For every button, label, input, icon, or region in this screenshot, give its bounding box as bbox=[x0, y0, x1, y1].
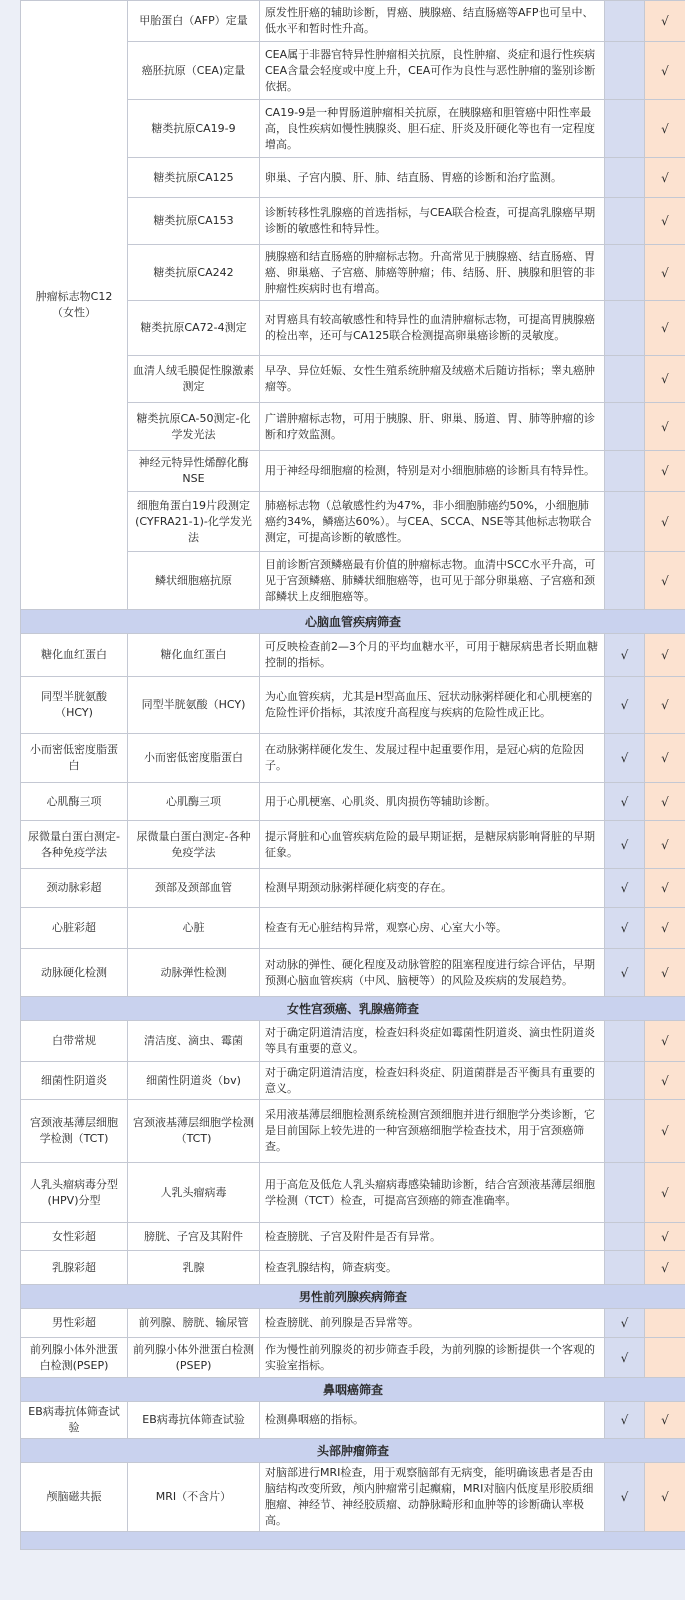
male-check bbox=[605, 198, 645, 245]
male-check: √ bbox=[605, 821, 645, 869]
item-description: 对于确定阴道清洁度，检查妇科炎症、阴道菌群是否平衡具有重要的意义。 bbox=[260, 1062, 605, 1100]
item-description: 对于确定阴道清洁度，检查妇科炎症如霉菌性阴道炎、滴虫性阴道炎等具有重要的意义。 bbox=[260, 1021, 605, 1062]
section-header-row bbox=[21, 997, 685, 1021]
male-check: √ bbox=[605, 949, 645, 997]
item-name: 女性彩超 bbox=[21, 1223, 128, 1251]
section-title: 鼻咽癌筛查 bbox=[21, 1378, 685, 1402]
sub-item-name: 前列腺、膀胱、输尿管 bbox=[128, 1309, 260, 1338]
male-check bbox=[605, 356, 645, 403]
sub-item-name: 糖类抗原CA153 bbox=[128, 198, 260, 245]
table-row bbox=[21, 677, 685, 734]
sub-item-name: 心肌酶三项 bbox=[128, 783, 260, 821]
item-name: EB病毒抗体筛查试验 bbox=[21, 1402, 128, 1439]
section-title: 心脑血管疾病筛查 bbox=[21, 610, 685, 634]
female-check: √ bbox=[645, 42, 685, 100]
item-description: 提示肾脏和心血管疾病危险的最早期证据，是糖尿病影响肾脏的早期征象。 bbox=[260, 821, 605, 869]
female-check: √ bbox=[645, 949, 685, 997]
table-row bbox=[21, 949, 685, 997]
sub-item-name: 甲胎蛋白（AFP）定量 bbox=[128, 1, 260, 42]
sub-item-name: 清洁度、滴虫、霉菌 bbox=[128, 1021, 260, 1062]
sub-item-name: 前列腺小体外泄蛋白检测(PSEP) bbox=[128, 1338, 260, 1378]
item-name: 颈动脉彩超 bbox=[21, 869, 128, 908]
sub-item-name: 宫颈液基薄层细胞学检测（TCT) bbox=[128, 1100, 260, 1163]
female-check: √ bbox=[645, 734, 685, 783]
table-row bbox=[21, 1021, 685, 1062]
item-description: 采用液基薄层细胞检测系统检测宫颈细胞并进行细胞学分类诊断，它是目前国际上较先进的一种宫颈癌细胞学检查技术，用于宫颈癌筛查。 bbox=[260, 1100, 605, 1163]
female-check: √ bbox=[645, 1223, 685, 1251]
sub-item-name: 糖类抗原CA125 bbox=[128, 158, 260, 198]
female-check bbox=[645, 1309, 685, 1338]
item-name: 同型半胱氨酸（HCY) bbox=[21, 677, 128, 734]
sub-item-name: 神经元特异性烯醇化酶NSE bbox=[128, 451, 260, 492]
female-check: √ bbox=[645, 100, 685, 158]
female-check: √ bbox=[645, 677, 685, 734]
female-check: √ bbox=[645, 403, 685, 451]
male-check bbox=[605, 42, 645, 100]
male-check bbox=[605, 552, 645, 610]
male-check: √ bbox=[605, 677, 645, 734]
female-check: √ bbox=[645, 821, 685, 869]
table-row bbox=[21, 734, 685, 783]
item-description: 卵巢、子宫内膜、肝、肺、结直肠、胃癌的诊断和治疗监测。 bbox=[260, 158, 605, 198]
table-row bbox=[21, 1, 685, 42]
item-name: 乳腺彩超 bbox=[21, 1251, 128, 1285]
item-description: 用于神经母细胞瘤的检测，特别是对小细胞肺癌的诊断具有特异性。 bbox=[260, 451, 605, 492]
table-row bbox=[21, 1309, 685, 1338]
item-description: 检查有无心脏结构异常，观察心房、心室大小等。 bbox=[260, 908, 605, 949]
checkup-table-body bbox=[21, 1, 685, 1550]
section-title: 男性前列腺疾病筛查 bbox=[21, 1285, 685, 1309]
female-check: √ bbox=[645, 158, 685, 198]
item-description: 用于心肌梗塞、心肌炎、肌肉损伤等辅助诊断。 bbox=[260, 783, 605, 821]
sub-item-name: 糖类抗原CA-50测定-化学发光法 bbox=[128, 403, 260, 451]
sub-item-name: 糖化血红蛋白 bbox=[128, 634, 260, 677]
female-check bbox=[645, 1338, 685, 1378]
male-check bbox=[605, 1100, 645, 1163]
section-header-row bbox=[21, 1285, 685, 1309]
table-row bbox=[21, 1062, 685, 1100]
sub-item-name: 细菌性阴道炎（bv) bbox=[128, 1062, 260, 1100]
checkup-item-table bbox=[20, 0, 685, 1550]
female-check: √ bbox=[645, 1251, 685, 1285]
table-row bbox=[21, 634, 685, 677]
female-check: √ bbox=[645, 783, 685, 821]
male-check: √ bbox=[605, 634, 645, 677]
male-check bbox=[605, 403, 645, 451]
male-check bbox=[605, 1163, 645, 1223]
female-check: √ bbox=[645, 1163, 685, 1223]
item-description: 在动脉粥样硬化发生、发展过程中起重要作用，是冠心病的危险因子。 bbox=[260, 734, 605, 783]
item-description: 用于高危及低危人乳头瘤病毒感染辅助诊断，结合宫颈液基薄层细胞学检测（TCT）检查，可提高宫颈癌的筛查准确率。 bbox=[260, 1163, 605, 1223]
table-bottom-band bbox=[21, 1532, 685, 1550]
sub-item-name: 心脏 bbox=[128, 908, 260, 949]
female-check: √ bbox=[645, 1, 685, 42]
item-name: 男性彩超 bbox=[21, 1309, 128, 1338]
item-description: 检查膀胱、子宫及附件是否有异常。 bbox=[260, 1223, 605, 1251]
male-check bbox=[605, 1251, 645, 1285]
item-description: 检测鼻咽癌的指标。 bbox=[260, 1402, 605, 1439]
male-check bbox=[605, 492, 645, 552]
male-check bbox=[605, 158, 645, 198]
section-title: 头部肿瘤筛查 bbox=[21, 1439, 685, 1463]
table-bottom-band-cell bbox=[21, 1532, 685, 1550]
item-description: 为心血管疾病，尤其是H型高血压、冠状动脉粥样硬化和心肌梗塞的危险性评价指标，其浓度升高程度与疾病的危险性成正比。 bbox=[260, 677, 605, 734]
sub-item-name: 动脉弹性检测 bbox=[128, 949, 260, 997]
table-row bbox=[21, 1463, 685, 1532]
item-description: 检查膀胱、前列腺是否异常等。 bbox=[260, 1309, 605, 1338]
female-check: √ bbox=[645, 198, 685, 245]
female-check: √ bbox=[645, 1021, 685, 1062]
table-row bbox=[21, 869, 685, 908]
item-name: 宫颈液基薄层细胞学检测（TCT) bbox=[21, 1100, 128, 1163]
sub-item-name: 细胞角蛋白19片段测定(CYFRA21-1)-化学发光法 bbox=[128, 492, 260, 552]
sub-item-name: 糖类抗原CA19-9 bbox=[128, 100, 260, 158]
male-check bbox=[605, 245, 645, 301]
section-header-row bbox=[21, 610, 685, 634]
sub-item-name: 颈部及颈部血管 bbox=[128, 869, 260, 908]
sub-item-name: 小而密低密度脂蛋白 bbox=[128, 734, 260, 783]
female-check: √ bbox=[645, 1062, 685, 1100]
table-row bbox=[21, 1338, 685, 1378]
item-description: 早孕、异位妊娠、女性生殖系统肿瘤及绒癌术后随访指标；睾丸癌肿瘤等。 bbox=[260, 356, 605, 403]
item-name: 前列腺小体外泄蛋白检测(PSEP) bbox=[21, 1338, 128, 1378]
sub-item-name: 鳞状细胞癌抗原 bbox=[128, 552, 260, 610]
sub-item-name: 血清人绒毛膜促性腺激素测定 bbox=[128, 356, 260, 403]
item-name: 细菌性阴道炎 bbox=[21, 1062, 128, 1100]
checkup-item-table-container bbox=[20, 0, 685, 1550]
item-name: 颅脑磁共振 bbox=[21, 1463, 128, 1532]
table-row bbox=[21, 1402, 685, 1439]
male-check: √ bbox=[605, 908, 645, 949]
female-check: √ bbox=[645, 245, 685, 301]
male-check bbox=[605, 1062, 645, 1100]
male-check bbox=[605, 451, 645, 492]
item-name: 心脏彩超 bbox=[21, 908, 128, 949]
item-description: CEA属于非器官特异性肿瘤相关抗原，良性肿瘤、炎症和退行性疾病CEA含量会轻度或中度上升，CEA可作为良性与恶性肿瘤的鉴别诊断依据。 bbox=[260, 42, 605, 100]
sub-item-name: 癌胚抗原（CEA)定量 bbox=[128, 42, 260, 100]
table-row bbox=[21, 821, 685, 869]
female-check: √ bbox=[645, 869, 685, 908]
item-name: 小而密低密度脂蛋白 bbox=[21, 734, 128, 783]
item-description: 检测早期颈动脉粥样硬化病变的存在。 bbox=[260, 869, 605, 908]
item-description: 对动脉的弹性、硬化程度及动脉管腔的阻塞程度进行综合评估，早期预测心脑血管疾病（中风、脑梗等）的风险及疾病的发展趋势。 bbox=[260, 949, 605, 997]
item-description: CA19-9是一种胃肠道肿瘤相关抗原，在胰腺癌和胆管癌中阳性率最高，良性疾病如慢性胰腺炎、胆石症、肝炎及肝硬化等也有一定程度增高。 bbox=[260, 100, 605, 158]
female-check: √ bbox=[645, 1463, 685, 1532]
item-description: 对脑部进行MRI检查，用于观察脑部有无病变，能明确该患者是否由脑结构改变所致，颅内肿瘤常引起癫痫，MRI对脑内低度星形胶质细胞瘤、神经节、神经胶质瘤、动静脉畸形和血肿等的诊断确认率极高。 bbox=[260, 1463, 605, 1532]
item-description: 胰腺癌和结直肠癌的肿瘤标志物。升高常见于胰腺癌、结直肠癌、胃癌、卵巢癌、子宫癌、肺癌等肿瘤；伟、结肠、肝、胰腺和胆管的非肿瘤性疾病时也有增高。 bbox=[260, 245, 605, 301]
item-description: 诊断转移性乳腺癌的首选指标，与CEA联合检查，可提高乳腺癌早期诊断的敏感性和特异性。 bbox=[260, 198, 605, 245]
item-description: 广谱肿瘤标志物，可用于胰腺、肝、卵巢、肠道、胃、肺等肿瘤的诊断和疗效监测。 bbox=[260, 403, 605, 451]
item-description: 肺癌标志物（总敏感性约为47%，非小细胞肺癌约50%，小细胞肺癌约34%，鳞癌达60%）。与CEA、SCCA、NSE等其他标志物联合测定，可提高诊断的敏感性。 bbox=[260, 492, 605, 552]
sub-item-name: 乳腺 bbox=[128, 1251, 260, 1285]
male-check: √ bbox=[605, 1338, 645, 1378]
item-description: 可反映检查前2—3个月的平均血糖水平，可用于糖尿病患者长期血糖控制的指标。 bbox=[260, 634, 605, 677]
sub-item-name: 糖类抗原CA242 bbox=[128, 245, 260, 301]
sub-item-name: EB病毒抗体筛查试验 bbox=[128, 1402, 260, 1439]
item-description: 对胃癌具有较高敏感性和特异性的血清肿瘤标志物，可提高胃胰腺癌的检出率，还可与CA125联合检测提高卵巢癌诊断的灵敏度。 bbox=[260, 301, 605, 356]
item-description: 作为慢性前列腺炎的初步筛查手段，为前列腺的诊断提供一个客观的实验室指标。 bbox=[260, 1338, 605, 1378]
table-row bbox=[21, 1251, 685, 1285]
table-row bbox=[21, 1100, 685, 1163]
sub-item-name: 尿微量白蛋白测定-各种免疫学法 bbox=[128, 821, 260, 869]
female-check: √ bbox=[645, 1402, 685, 1439]
male-check bbox=[605, 301, 645, 356]
female-check: √ bbox=[645, 1100, 685, 1163]
male-check bbox=[605, 1223, 645, 1251]
table-row bbox=[21, 908, 685, 949]
item-description: 目前诊断宫颈鳞癌最有价值的肿瘤标志物。血清中SCC水平升高，可见于宫颈鳞癌、肺鳞状细胞癌等，也可见于部分卵巢癌、子宫癌和颈部鳞状上皮细胞癌等。 bbox=[260, 552, 605, 610]
item-name: 糖化血红蛋白 bbox=[21, 634, 128, 677]
male-check: √ bbox=[605, 734, 645, 783]
female-check: √ bbox=[645, 492, 685, 552]
table-row bbox=[21, 783, 685, 821]
male-check: √ bbox=[605, 1463, 645, 1532]
sub-item-name: 糖类抗原CA72-4测定 bbox=[128, 301, 260, 356]
sub-item-name: 人乳头瘤病毒 bbox=[128, 1163, 260, 1223]
male-check bbox=[605, 1, 645, 42]
item-name: 动脉硬化检测 bbox=[21, 949, 128, 997]
male-check: √ bbox=[605, 783, 645, 821]
female-check: √ bbox=[645, 552, 685, 610]
female-check: √ bbox=[645, 301, 685, 356]
item-name: 人乳头瘤病毒分型(HPV)分型 bbox=[21, 1163, 128, 1223]
item-name: 尿微量白蛋白测定-各种免疫学法 bbox=[21, 821, 128, 869]
item-description: 检查乳腺结构，筛查病变。 bbox=[260, 1251, 605, 1285]
female-check: √ bbox=[645, 356, 685, 403]
male-check: √ bbox=[605, 1309, 645, 1338]
female-check: √ bbox=[645, 908, 685, 949]
item-name: 心肌酶三项 bbox=[21, 783, 128, 821]
item-description: 原发性肝癌的辅助诊断，胃癌、胰腺癌、结直肠癌等AFP也可呈中、低水平和暂时性升高。 bbox=[260, 1, 605, 42]
section-header-row bbox=[21, 1439, 685, 1463]
sub-item-name: 膀胱、子宫及其附件 bbox=[128, 1223, 260, 1251]
sub-item-name: MRI（不含片） bbox=[128, 1463, 260, 1532]
table-row bbox=[21, 1223, 685, 1251]
section-title: 女性宫颈癌、乳腺癌筛查 bbox=[21, 997, 685, 1021]
female-check: √ bbox=[645, 451, 685, 492]
male-check: √ bbox=[605, 869, 645, 908]
sub-item-name: 同型半胱氨酸（HCY) bbox=[128, 677, 260, 734]
item-name: 白带常规 bbox=[21, 1021, 128, 1062]
group-item-name: 肿瘤标志物C12（女性） bbox=[21, 1, 128, 610]
table-row bbox=[21, 1163, 685, 1223]
female-check: √ bbox=[645, 634, 685, 677]
section-header-row bbox=[21, 1378, 685, 1402]
male-check bbox=[605, 1021, 645, 1062]
male-check: √ bbox=[605, 1402, 645, 1439]
male-check bbox=[605, 100, 645, 158]
